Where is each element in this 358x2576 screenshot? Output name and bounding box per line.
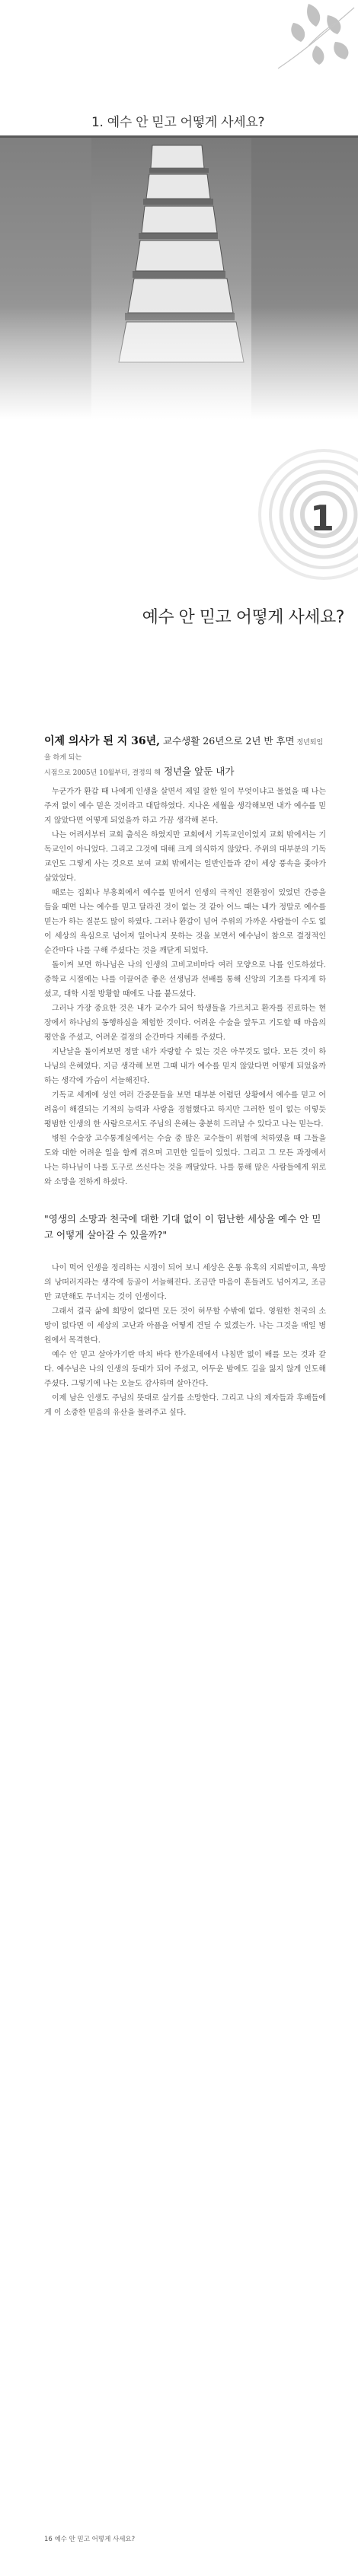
- body-paragraph: 병원 수술장 고수통계실에서는 수술 중 많은 교수들이 위험에 처하였을 때 그들을 도와 대한 어려운 일을 함께 겪으며 고민한 일들이 있었다. 그리고 그 모든 과정에서 나는 하나님이 나를 도구로 쓰신다는 것을 깨달았다. 나를 통해 많은 사람들에게 위로와 소망을 전하게 하셨다.: [44, 1135, 326, 1186]
- pull-quote: "영생의 소망과 천국에 대한 기대 없이 이 험난한 세상을 예수 안 믿고 어떻게 살아갈 수 있을까?": [44, 1213, 321, 1240]
- intro-small: 정년퇴임을 하게 되는: [44, 739, 324, 762]
- body-paragraph: 나이 먹어 인생을 정리하는 시점이 되어 보니 세상은 온통 유혹의 지뢰밭이고, 욕망의 낭떠러지라는 생각에 등골이 서늘해진다. 조금만 마음이 흔들려도 넘어지고, 조금만 교만해도 무너지는 것이 인생이다.: [44, 1264, 326, 1301]
- page-footer: 16 예수 안 믿고 어떻게 사세요?: [44, 2536, 136, 2543]
- brushstroke-circle-icon: [229, 442, 358, 587]
- chapter-heading-area: [0, 419, 358, 648]
- header-title: 1. 예수 안 믿고 어떻게 사세요?: [91, 115, 265, 130]
- intro-rest: 교수생활 26년으로 2년 반 후면: [160, 735, 295, 747]
- body-paragraph: 누군가가 환갑 때 나에게 인생을 살면서 제일 잘한 일이 무엇이냐고 물었을 때 나는 주저 없이 예수 믿은 것이라고 대답하였다. 지나온 세월을 생각해보면 내가 예수를 믿지 않았다면 어떻게 되었을까 하고 가끔 생각해 본다.: [44, 788, 326, 825]
- chapter-title: 예수 안 믿고 어떻게 사세요?: [142, 608, 344, 627]
- body-paragraph: 때로는 집회나 부흥회에서 예수를 믿어서 인생의 극적인 전환점이 있었던 간증을 들을 때면 나는 예수를 믿고 달라진 것이 없는 것 같아 어느 때는 내가 정말로 예수를 믿는가 하는 질문도 많이 하였다. 그러나 환갑이 넘어 주위의 가까운 사람들이 수도 없이 세상의 욕심으로 넘어져 일어나지 못하는 것을 보면서 예수님이 참으로 결정적인 순간마다 나를 구해 주셨다는 것을 깨닫게 되었다.: [44, 889, 326, 955]
- chapter-number: 1: [310, 498, 335, 539]
- body-paragraph: 예수 안 믿고 살아가기란 마치 바다 한가운데에서 나침반 없이 배를 모는 것과 같다. 예수님은 나의 인생의 등대가 되어 주셨고, 어두운 밤에도 길을 잃지 않게 인도해 주셨다. 그렇기에 나는 오늘도 감사하며 살아간다.: [44, 1351, 326, 1388]
- intro-lead: 이제 의사가 된 지 36년,: [44, 735, 161, 747]
- leaf-decoration-icon: [263, 0, 358, 72]
- body-paragraph: 그래서 결국 삶에 희망이 없다면 모든 것이 허무할 수밖에 없다. 영원한 천국의 소망이 없다면 이 세상의 고난과 아픔을 어떻게 견딜 수 있겠는가. 나는 그것을 매일 병원에서 목격한다.: [44, 1307, 326, 1345]
- intro-line2-small: 시점으로 2005년 10월부터, 결정의 해: [44, 769, 161, 777]
- stairway-painting-image: [0, 138, 358, 419]
- body-paragraph: 이제 남은 인생도 주님의 뜻대로 살기를 소망한다. 그리고 나의 제자들과 후배들에게 이 소중한 믿음의 유산을 물려주고 싶다.: [44, 1394, 326, 1417]
- body-paragraph: 기독교 세계에 성인 여러 간증문들을 보면 대부분 어렵던 상황에서 예수를 믿고 어려움이 해결되는 기적의 능력과 사랑을 경험했다고 하지만 그러한 일이 없는 이렇듯 평범한 인생의 한 사람으로서도 주님의 은혜는 충분히 드러날 수 있다고 나는 믿는다.: [44, 1091, 326, 1129]
- body-paragraph: 나는 어려서부터 교회 출석은 하였지만 교회에서 기독교인이었지 교회 밖에서는 기독교인이 아니었다. 그리고 그것에 대해 크게 의식하지 않았다. 주위의 대부분의 기독교인도 그렇게 사는 것으로 보여 교회 밖에서는 일반인들과 같이 세상 풍속을 좇아가 살았었다.: [44, 831, 326, 883]
- intro-line2-rest: 정년을 앞둔 내가: [161, 766, 235, 777]
- article-body: [44, 734, 326, 1420]
- intro-paragraph: [44, 734, 326, 780]
- body-paragraph: 그러나 가장 중요한 것은 내가 교수가 되어 학생들을 가르치고 환자를 진료하는 현장에서 하나님의 동행하심을 체험한 것이다. 어려운 수술을 앞두고 기도할 때 마음의 평안을 주셨고, 어려운 결정의 순간마다 지혜를 주셨다.: [44, 1005, 326, 1042]
- chapter-artwork: [0, 138, 358, 419]
- body-paragraph: 돌이켜 보면 하나님은 나의 인생의 고비고비마다 여러 모양으로 나를 인도하셨다. 중학교 시절에는 나를 이끌어준 좋은 선생님과 선배를 통해 신앙의 기초를 다지게 하셨고, 대학 시절 방황할 때에도 나를 붙드셨다.: [44, 961, 326, 998]
- body-paragraph: 지난날을 돌이켜보면 정말 내가 자랑할 수 있는 것은 아무것도 없다. 모든 것이 하나님의 은혜였다. 지금 생각해 보면 그때 내가 예수를 믿지 않았다면 어떻게 되었을까 하는 생각에 가슴이 서늘해진다.: [44, 1048, 326, 1085]
